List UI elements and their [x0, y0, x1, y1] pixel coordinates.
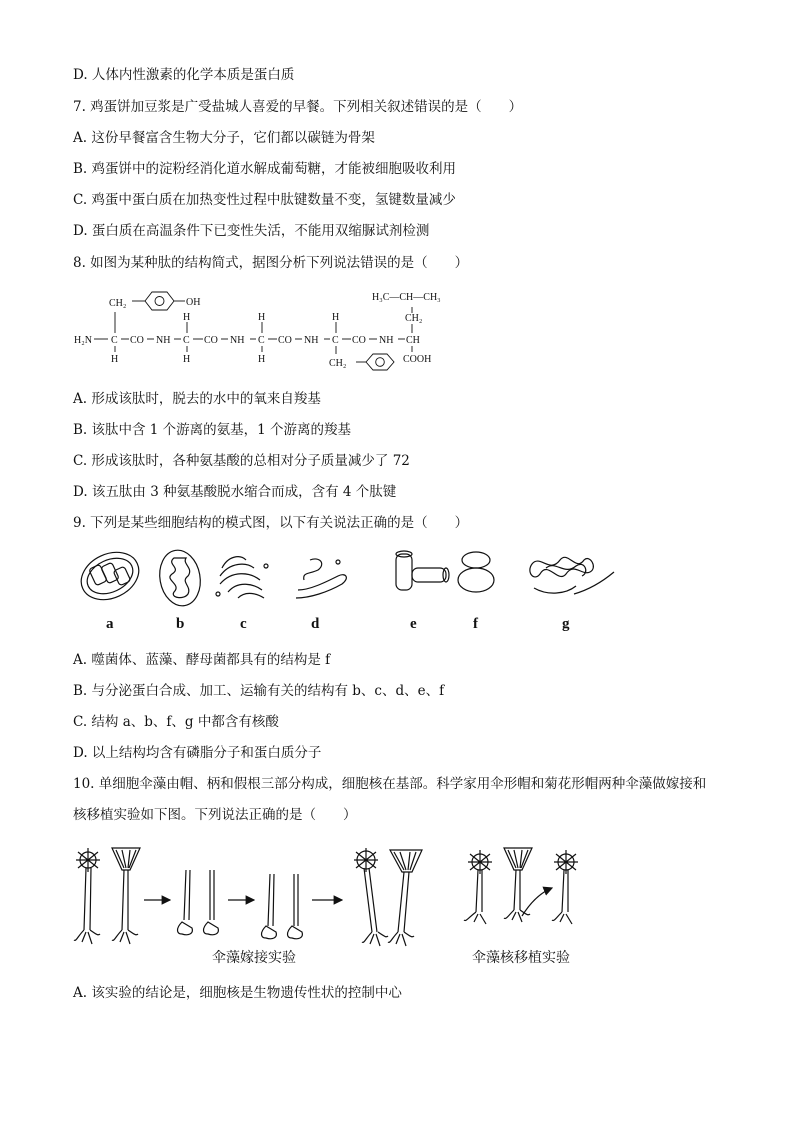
co-label: CO: [130, 335, 144, 346]
q8-option-d: D. 该五肽由 3 种氨基酸脱水缩合而成，含有 4 个肽键: [73, 484, 397, 500]
q9-stem: 9. 下列是某些细胞结构的模式图，以下有关说法正确的是（ ）: [73, 515, 469, 531]
q6-option-d: D. 人体内性激素的化学本质是蛋白质: [73, 67, 295, 83]
acetabularia-figure: [72, 840, 592, 972]
label-b: b: [176, 616, 185, 632]
er-drawing: [296, 559, 346, 598]
h-label: H: [258, 312, 266, 323]
algae-pair-3: [262, 874, 303, 939]
ribosome-drawing: [458, 552, 494, 592]
h-label: H: [183, 312, 191, 323]
label-e: e: [410, 616, 417, 632]
label-d: d: [311, 616, 320, 632]
algae-pair-1: [74, 848, 140, 944]
mitochondrion-drawing: [155, 547, 204, 609]
co-label: CO: [352, 335, 366, 346]
cooh-label: COOH: [403, 354, 432, 365]
label-g: g: [562, 616, 570, 632]
h-label: H: [332, 312, 340, 323]
q10-option-a: A. 该实验的结论是，细胞核是生物遗传性状的控制中心: [73, 985, 402, 1001]
q7-option-b: B. 鸡蛋饼中的淀粉经消化道水解成葡萄糖，才能被细胞吸收利用: [73, 161, 457, 177]
label-c: c: [240, 616, 247, 632]
nh-label: NH: [304, 335, 319, 346]
label-a: a: [106, 616, 114, 632]
ch2-label: CH₂: [329, 358, 347, 369]
q7-option-a: A. 这份早餐富含生物大分子，它们都以碳链为骨架: [73, 130, 375, 146]
algae-pair-2: [178, 870, 219, 935]
q7-option-d: D. 蛋白质在高温条件下已变性失活，不能用双缩脲试剂检测: [73, 223, 430, 239]
peptide-structure-figure: [72, 286, 472, 378]
oh-label: OH: [186, 297, 201, 308]
ch-label: CH: [406, 335, 420, 346]
chromatin-drawing: [530, 557, 614, 594]
caption-graft: 伞藻嫁接实验: [212, 950, 296, 966]
q8-option-b: B. 该肽中含 1 个游离的氨基，1 个游离的羧基: [73, 422, 352, 438]
q8-option-a: A. 形成该肽时，脱去的水中的氧来自羧基: [73, 391, 321, 407]
q7-stem: 7. 鸡蛋饼加豆浆是广受盐城人喜爱的早餐。下列相关叙述错误的是（ ）: [73, 99, 523, 115]
q7-option-c: C. 鸡蛋中蛋白质在加热变性过程中肽键数量不变，氢键数量减少: [73, 192, 456, 208]
q9-option-d: D. 以上结构均含有磷脂分子和蛋白质分子: [73, 745, 322, 761]
c-label: C: [332, 335, 339, 346]
golgi-drawing: [216, 557, 268, 598]
q10-stem-line1: 10. 单细胞伞藻由帽、柄和假根三部分构成，细胞核在基部。科学家用伞形帽和菊花形帽两种伞藻做嫁接和: [73, 776, 707, 792]
chloroplast-drawing: [74, 546, 147, 609]
q9-option-a: A. 噬菌体、蓝藻、酵母菌都具有的结构是 f: [73, 652, 331, 668]
algae-pair-4: [354, 848, 422, 946]
c-label: C: [111, 335, 118, 346]
ch2-label: CH₂: [109, 298, 127, 309]
h-label: H: [183, 354, 191, 365]
q9-option-b: B. 与分泌蛋白合成、加工、运输有关的结构有 b、c、d、e、f: [73, 683, 445, 699]
q8-stem: 8. 如图为某种肽的结构简式，据图分析下列说法错误的是（ ）: [73, 255, 469, 271]
h-label: H: [111, 354, 119, 365]
centriole-drawing: [396, 551, 449, 590]
ch2-label: CH₂: [405, 313, 423, 324]
nh-label: NH: [379, 335, 394, 346]
algae-transplant: [464, 848, 578, 924]
label-f: f: [473, 616, 478, 632]
co-label: CO: [278, 335, 292, 346]
co-label: CO: [204, 335, 218, 346]
q8-option-c: C. 形成该肽时，各种氨基酸的总相对分子质量减少了 72: [73, 453, 410, 469]
q10-stem-line2: 核移植实验如下图。下列说法正确的是（ ）: [73, 807, 357, 823]
cell-structures-figure: [70, 546, 630, 636]
c-label: C: [183, 335, 190, 346]
nh-label: NH: [156, 335, 171, 346]
q9-option-c: C. 结构 a、b、f、g 中都含有核酸: [73, 714, 279, 730]
h-label: H: [258, 354, 266, 365]
c-label: C: [258, 335, 265, 346]
isopropyl-label: H₃C—CH—CH₃: [372, 292, 441, 303]
nh-label: NH: [230, 335, 245, 346]
caption-transplant: 伞藻核移植实验: [472, 950, 570, 966]
h2n-label: H₂N: [74, 335, 92, 346]
